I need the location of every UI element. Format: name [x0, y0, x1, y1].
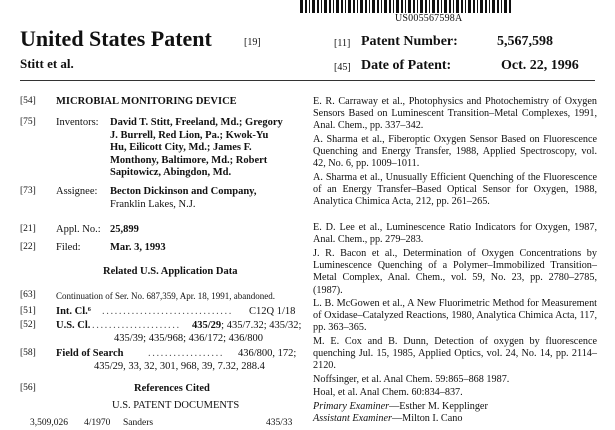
- reference-entry: M. E. Cox and B. Dunn, Detection of oxygen by fluorescence quenching Jul. 15, 1985, Applied Optics, vol. 24, No. 14, pp. 2114–2120.: [313, 336, 597, 372]
- inventor-short: Stitt et al.: [20, 56, 74, 71]
- assistant-examiner: Assistant Examiner—Milton I. Cano: [313, 413, 463, 424]
- inventors-line: Hu, Eilicott City, Md.; James F.: [110, 142, 252, 153]
- inventors-code: [75]: [20, 117, 36, 127]
- uscl-leader: .....................: [92, 320, 181, 331]
- header-rule: [20, 80, 595, 81]
- barcode-number: US005567598A: [395, 13, 463, 24]
- intcl-value: C12Q 1/18: [249, 306, 296, 317]
- inventors-line: Sapitowicz, Abingdon, Md.: [110, 167, 232, 178]
- related-data-heading: Related U.S. Application Data: [103, 266, 238, 277]
- reference-entry: J. R. Bacon et al., Determination of Oxygen Concentrations by Luminescence Quenching of a Polymer–Immobilized Transition–Metal Complex, Anal. Chem., vol. 59, No. 23, pp. 2780–2785, (1987).: [313, 248, 597, 296]
- inventors-line: Monthony, Baltimore, Md.; Robert: [110, 154, 268, 166]
- primary-examiner: Primary Examiner—Esther M. Kepplinger: [313, 401, 488, 412]
- patent-number-label: Patent Number:: [361, 34, 458, 49]
- appl-code: [21]: [20, 224, 36, 234]
- patent-number: 5,567,598: [497, 34, 553, 49]
- reference-entry: L. B. McGowen et al., A New Fluorimetric Method for Measurement of Oxidase–Catalyzed Reactions, 1980, Analytica Chimica Acta, 117, pp. 363–365.: [313, 298, 597, 334]
- uscl-code: [52]: [20, 320, 36, 330]
- reference-row-number: 3,509,026: [30, 418, 68, 428]
- assignee-location: Franklin Lakes, N.J.: [110, 199, 196, 210]
- reference-entry: Hoal, et al. Anal Chem. 60:834–837.: [313, 387, 463, 398]
- uscl-line1: 435/29; 435/7.32; 435/32;: [192, 320, 302, 331]
- intcl-label: Int. Cl.⁶: [56, 306, 91, 317]
- reference-entry: E. R. Carraway et al., Photophysics and Photochemistry of Oxygen Sensors Based on Luminescent Transition–Metal Complexes, 1991, Anal. Chem., pp. 337–342.: [313, 96, 597, 132]
- inventors-label: Inventors:: [56, 117, 99, 128]
- inventors-line: David T. Stitt, Freeland, Md.; Gregory: [110, 117, 283, 128]
- inventors-list: [110, 117, 283, 180]
- date-of-patent: Oct. 22, 1996: [501, 58, 579, 73]
- date-label: Date of Patent:: [361, 58, 452, 73]
- reference-row-name: Sanders: [123, 418, 154, 428]
- search-line2: 435/29, 33, 32, 301, 968, 39, 7.32, 288.4: [94, 361, 265, 372]
- title-field-code: [54]: [20, 96, 36, 106]
- reference-row-date: 4/1970: [84, 418, 111, 428]
- refs-code: [56]: [20, 383, 36, 393]
- intcl-leader: ...............................: [102, 306, 233, 317]
- reference-entry: E. D. Lee et al., Luminescence Ratio Indicators for Oxygen, 1987, Anal. Chem., pp. 279–283.: [313, 222, 597, 246]
- reference-entry: A. Sharma et al., Unusually Efficient Quenching of the Fluorescence of an Energy Transfer–Based Optical Sensor for Oxygen, 1988, Analytica Chimica Acta, 212, pp. 261–265.: [313, 172, 597, 208]
- reference-row-class: 435/33: [266, 418, 293, 428]
- invention-title: MICROBIAL MONITORING DEVICE: [56, 96, 237, 107]
- reference-entry: Noffsinger, et al. Anal Chem. 59:865–868 1987.: [313, 374, 510, 385]
- references-heading: References Cited: [134, 383, 210, 394]
- us-patent-documents-heading: U.S. PATENT DOCUMENTS: [112, 400, 240, 411]
- inventors-line: J. Burrell, Red Lion, Pa.; Kwok-Yu: [110, 129, 269, 141]
- search-label: Field of Search: [56, 348, 124, 359]
- date-code: [45]: [334, 62, 351, 73]
- search-leader: ..................: [148, 348, 225, 359]
- title-code: [19]: [244, 37, 261, 48]
- appl-label: Appl. No.:: [56, 224, 101, 235]
- uscl-line2: 435/39; 435/968; 436/172; 436/800: [114, 333, 264, 344]
- appl-number: 25,899: [110, 224, 139, 235]
- filed-date: Mar. 3, 1993: [110, 242, 166, 253]
- continuation-text: Continuation of Ser. No. 687,359, Apr. 18, 1991, abandoned.: [56, 291, 275, 301]
- continuation-code: [63]: [20, 290, 36, 300]
- patent-office-title: United States Patent: [20, 26, 212, 51]
- intcl-code: [51]: [20, 306, 36, 316]
- barcode: [300, 0, 513, 13]
- filed-label: Filed:: [56, 242, 81, 253]
- assignee-code: [73]: [20, 186, 36, 196]
- search-code: [58]: [20, 348, 36, 358]
- assignee-name: Becton Dickinson and Company,: [110, 186, 257, 197]
- search-line1: 436/800, 172;: [238, 348, 297, 359]
- filed-code: [22]: [20, 242, 36, 252]
- assignee-label: Assignee:: [56, 186, 98, 197]
- uscl-label: U.S. Cl.: [56, 320, 91, 331]
- patent-number-code: [11]: [334, 38, 351, 49]
- reference-entry: A. Sharma et al., Fiberoptic Oxygen Sensor Based on Fluorescence Quenching and Energy Transfer, 1988, Applied Spectroscopy, vol. 42, No. 6, pp. 1009–1011.: [313, 134, 597, 170]
